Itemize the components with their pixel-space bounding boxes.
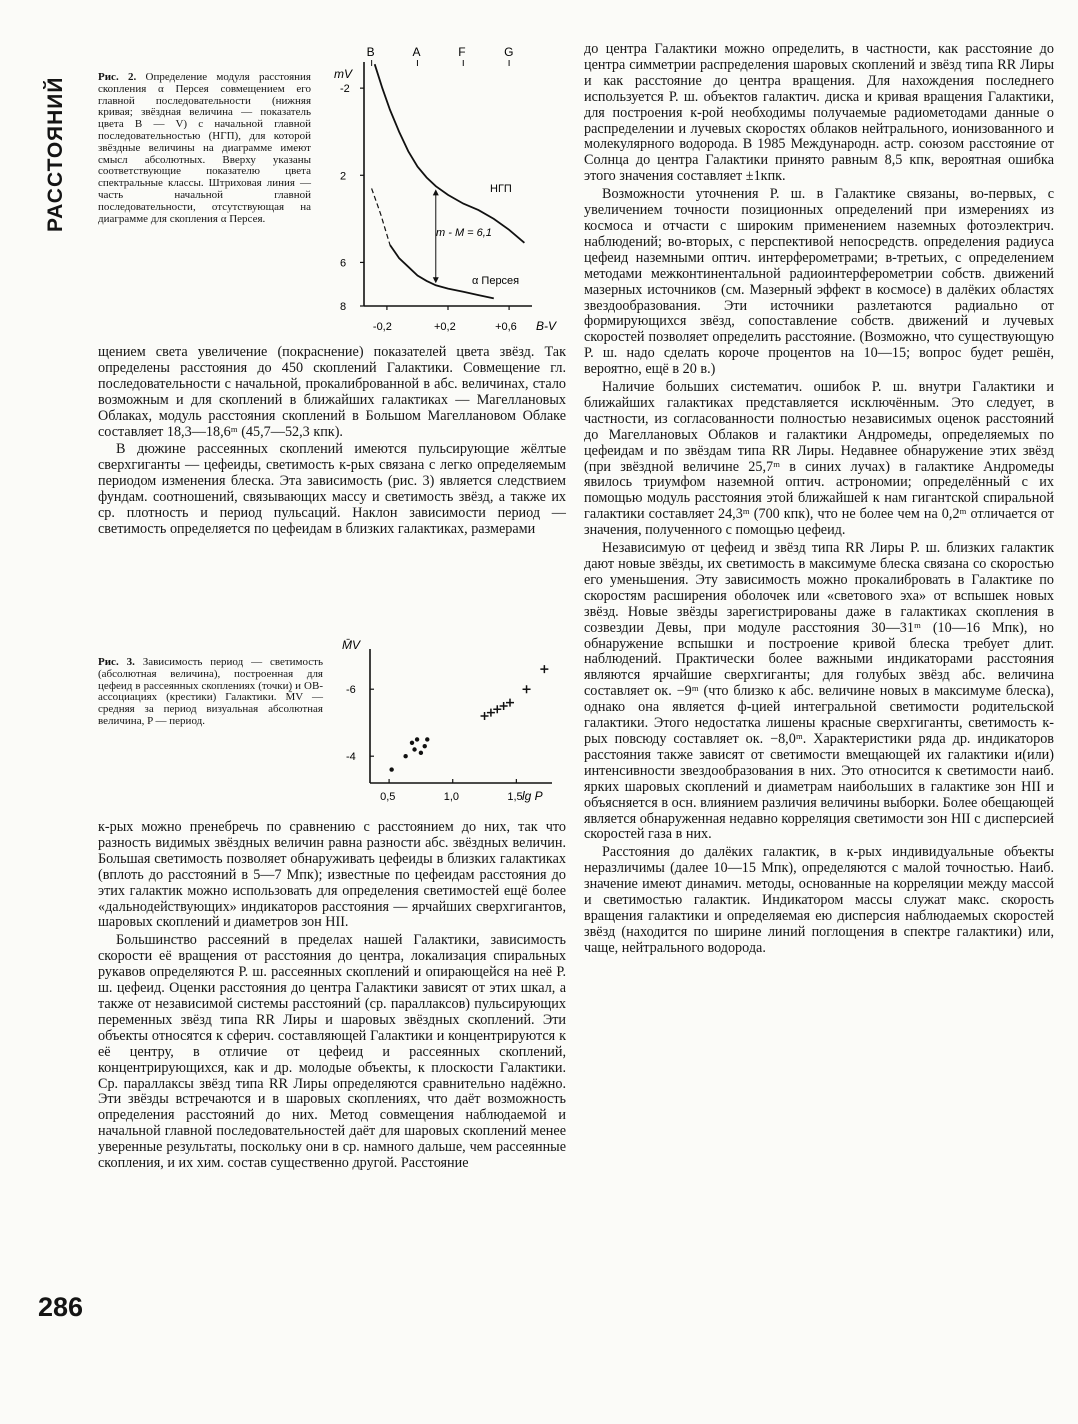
fig2-cluster-curve <box>390 245 494 298</box>
fig3-caption <box>98 657 323 728</box>
fig2-label-ngp: НГП <box>490 183 512 195</box>
fig3-x-label: lg P <box>522 789 543 803</box>
running-head: РАССТОЯНИЙ <box>44 76 67 232</box>
paragraph: Большинство рассеяний в пределах нашей Галактики, зависимость скорости её вращения от расстояния до центра, локализация спиральных рукавов определяются Р. ш. рассеянных скоплений и опирающейся на неё Р. ш. цефеид. Оценки расстояния до центра Галактики зависят от этих шкал, а также от независимой системы расстояний (ср. параллаксов) пульсирующих переменных звёзд типа RR Лиры и шаровых звёздных скоплений. Эти объекты относятся к сферич. составляющей Галактики и концентрируются к её центру, в отличие от цефеид и рассеянных скоплений, концентрирующихся, как и др. молодые объекты, к плоскости Галактики. Ср. параллаксы звёзд типа RR Лиры определяются сравнительно надёжно. Эти звёзды встречаются и в шаровых скоплениях, что даёт возможность определения расстояний до них. Метод совмещения наблюдаемой и начальной главной последовательностей даёт для шаровых скоплений менее уверенные результаты, поскольку они в ср. намного дальше, чем рассеянные скопления, и их хим. состав существенно другой. Расстояние <box>98 932 566 1172</box>
paragraph: Наличие больших систематич. ошибок Р. ш. внутри Галактики и ближайших галактиках представляется исключённым. Это следует, в частности, из согласованности полностью независимых оценок расстояний до Магеллановых Облаков и галактики Андромеды, определяемых по цефеидам и по звёздам типа RR Лиры. Недавнее обнаружение этих звёзд (при звёздной величине 25,7ᵐ в синих лучах) в галактике Андромеды явилось триумфом наземной оптич. астрономии; определённый с их помощью модуль расстояния этой ближайшей к нам гигантской спиральной галактики составляет 24,3ᵐ (700 кпк), что не более чем на 0,2ᵐ отличается от значения, полученного с помощью цефеид. <box>584 379 1054 539</box>
paragraph: Возможности уточнения Р. ш. в Галактике связаны, во-первых, с увеличением точности позиционных определений при измерениях из космоса и отчасти с широким применением наземных фотоэлектрич. наблюдений; во-вторых, с перспективой непосредств. определения радиуса цефеид наземными оптич. интерферометрами; в-третьих, с определением методами межконтинентальной радиоинтерферометрии собств. движений мазерных источников (см. Мазерный эффект в космосе) в далёких областях звездообразования. Эти источники разлетаются радиально от формирующихся звёзд, сопоставление собств. движений и лучевых скоростей позволяет определить расстояние. (Возможно, что существующую Р. ш. надо сделать короче процентов на 10—15; вопрос будет решён, вероятно, ещё в 20 в.) <box>584 186 1054 378</box>
paragraph: к-рых можно пренебречь по сравнению с расстоянием до них, так что разность видимых звёздных величин равна разности абс. звёздных величин. Большая светимость позволяет обнаруживать цефеиды в близких галактиках (вплоть до расстояний в 5—7 Мпк); известные по цефеидам расстояния до этих галактик можно использовать для определения светимостей ещё более «дальнодействующих» индикаторов расстояния — ярчайших сверхгигантов, шаровых скоплений и диаметров зон НII. <box>98 819 566 931</box>
fig2-y-tick-label: -2 <box>340 83 350 96</box>
fig2-y-label: mV <box>334 67 352 81</box>
fig2-y-tick-label: 8 <box>340 301 347 313</box>
fig2-arrowhead-up <box>433 189 439 195</box>
fig3-y-tick-label: -6 <box>346 684 356 697</box>
fig3-dot-point <box>423 744 427 748</box>
fig3-dot-point <box>425 737 429 741</box>
column-1-bottom <box>98 820 566 1172</box>
column-2 <box>584 42 1054 957</box>
fig3-cross-point <box>523 685 531 693</box>
column-1-top <box>98 345 566 538</box>
fig2-caption-text: Определение модуля расстояния скопления α Персея совмещением его главной последовательности (нижняя кривая; звёздная величина — показатель цвета B — V) с начальной главной последовательностью (НГП), для которой звёздные величины на диаграмме имеют смысл абсолютных. Вверху указаны соответствующие показателю цвета спектральные классы. Штриховая линия — часть начальной главной последовательности, отсутствующая на диаграмме для скопления α Персея. <box>98 71 311 225</box>
fig3-caption-text: Зависимость период — светимость (абсолютная величина), построенная для цефеид в рассеянных скоплениях (точки) и ОВ-ассоциациях (крестики) Галактики. M̄V — средняя за период визуальная абсолютная величина, P — период. <box>98 656 324 727</box>
page-number: 286 <box>38 1292 84 1322</box>
fig2-label-cluster: α Персея <box>472 275 520 287</box>
fig2-caption <box>98 72 311 225</box>
fig2-dashed-curve <box>372 188 390 245</box>
paragraph: щением света увеличение (покраснение) показателей цвета звёзд. Так определены расстояния до 450 скоплений Галактики. Совмещение гл. последовательности с начальной, прокалиброванной в абс. величинах, стало возможным и для скоплений в ближайших галактиках — Магеллановых Облаках, модуль расстояния скоплений в Большом Магеллановом Облаке составляет 18,3—18,6ᵐ (45,7—52,3 кпк). <box>98 344 566 440</box>
fig2-label-modulus: m - M = 6,1 <box>436 227 492 239</box>
fig3-x-tick-label: 1,5 <box>507 791 523 803</box>
fig2-ngp-curve <box>375 64 525 243</box>
paragraph: до центра Галактики можно определить, в частности, как расстояние до центра симметрии распределения шаровых скоплений и звёзд типа RR Лиры и как расстояние до центра вращения. Для нахождения последнего используется Р. ш. объектов галактич. диска и кривая вращения Галактики, для построения к-рой необходимы получаемые радиометодами данные о распределении и лучевых скоростях облаков нейтрального, ионизованного и молекулярного водорода. В 1985 Международн. астр. союзом расстояние от Солнца до центра Галактики принято равным 8,5 кпк, вероятная ошибка этого значения составляет ±1кпк. <box>584 41 1054 185</box>
fig2-spectral-class-label: A <box>412 45 421 59</box>
fig2-spectral-class-label: G <box>504 45 514 59</box>
fig3-dot-point <box>419 751 423 755</box>
fig2-y-tick-label: 6 <box>340 257 347 270</box>
fig3-caption-label: Рис. 3. <box>98 656 135 668</box>
paragraph: В дюжине рассеянных скоплений имеются пульсирующие жёлтые сверхгиганты — цефеиды, светимость к-рых связана с легко определяемым периодом изменения блеска. Эта зависимость (рис. 3) является следствием фундам. соотношений, связывающих массу и светимость звёзд, а также их ср. плотность и период пульсаций. Наклон зависимости период — светимость определяется по цефеидам в близких галактиках, размерами <box>98 441 566 537</box>
fig2-x-label: B-V <box>536 319 557 333</box>
fig2-x-tick-label: -0,2 <box>372 321 392 333</box>
fig2-y-tick-label: 2 <box>340 170 347 183</box>
fig2-arrowhead-down <box>433 277 439 283</box>
fig3-dot-point <box>412 747 416 751</box>
fig2-caption-label: Рис. 2. <box>98 71 137 83</box>
fig3-dot-point <box>389 767 393 771</box>
fig2-x-tick-label: +0,2 <box>434 321 456 333</box>
fig3-y-label: M̄V <box>342 638 360 652</box>
fig3-cross-point <box>540 665 548 673</box>
fig3-dot-point <box>415 737 419 741</box>
fig3-dot-point <box>410 741 414 745</box>
fig3-dot-point <box>403 754 407 758</box>
fig3-x-tick-label: 1,0 <box>443 791 460 803</box>
paragraph: Независимую от цефеид и звёзд типа RR Лиры Р. ш. близких галактик дают новые звёзды, их светимость в максимуме блеска связана со скоростью его уменьшения. Эту зависимость можно прокалибровать в Галактике по скоростям расширения оболочек или «светового эха» от вспышек новых звёзд. Новые звёзды зарегистрированы даже в галактиках скопления в созвездии Девы, при модуле расстояния 30—31ᵐ (10—16 Мпк), но обнаружение вспышки и построение кривой блеска требует длит. наблюдений. Практически более важными индикаторами расстояния являются ярчайшие сверхгиганты; для голубых звёзд абс. величина составляет ок. −9ᵐ (что близко к абс. величине новых в максимуме блеска), однако она является ф-цией интегральной светимости родительской галактики. Этого недостатка лишены красные сверхгиганты, светимость к-рых повсюду составляет ок. −8,0ᵐ. Характеристики ряда др. индикаторов расстояния также зависят от светимости вмещающей их галактики и(или) интенсивности звездообразования в них. Это относится к светимости наиб. ярких шаровых скоплений и диаметрам наибольших в галактике зон НII и объясняется в осн. влиянием различия величины выборки. Более обещающей является обнаруженная недавно корреляция светимости зон НII с дисперсией скоростей газа в них. <box>584 540 1054 843</box>
fig3-period-luminosity <box>330 635 570 807</box>
fig2-x-tick-label: +0,6 <box>495 321 517 333</box>
fig2-hr-diagram <box>320 44 575 340</box>
fig3-x-tick-label: 0,5 <box>380 791 396 803</box>
paragraph: Расстояния до далёких галактик, в к-рых индивидуальные объекты неразличимы (далее 10—15 Мпк), определяются с малой точностью. Наиб. значение имеют динамич. методы, основанные на корреляции между массой и светимостью галактик. Индикатором массы служат макс. скорость вращения галактики и определяемая ею дисперсия наблюдаемых скоростей звёзд (находится по ширине линий поглощения в спектре галактики) или, чаще, нейтрального водорода. <box>584 844 1054 956</box>
fig2-spectral-class-label: B <box>366 45 375 59</box>
fig2-spectral-class-label: F <box>458 45 466 59</box>
fig3-y-tick-label: -4 <box>346 751 356 764</box>
